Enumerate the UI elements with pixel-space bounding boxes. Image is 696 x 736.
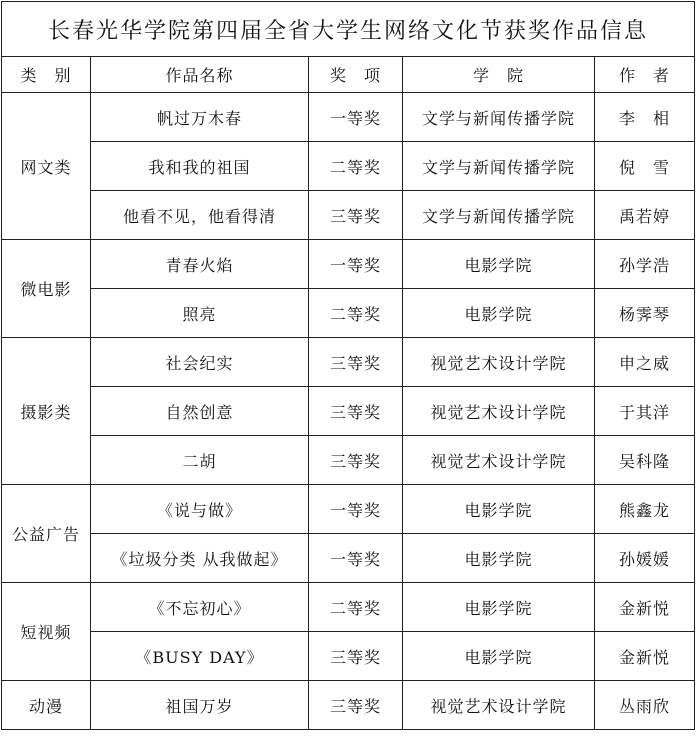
work-cell: 自然创意 [91, 387, 309, 436]
college-cell: 视觉艺术设计学院 [403, 436, 595, 485]
table-row [2, 240, 695, 289]
work-cell: 祖国万岁 [91, 681, 309, 730]
work-cell: 《垃圾分类 从我做起》 [91, 534, 309, 583]
table-row [2, 93, 695, 142]
work-cell: 青春火焰 [91, 240, 309, 289]
table-row [2, 191, 695, 240]
category-cell: 摄影类 [2, 338, 91, 485]
page-title: 长春光华学院第四届全省大学生网络文化节获奖作品信息 [2, 2, 695, 57]
award-cell: 二等奖 [309, 583, 403, 632]
author-cell: 孙学浩 [595, 240, 695, 289]
college-cell: 视觉艺术设计学院 [403, 387, 595, 436]
college-cell: 视觉艺术设计学院 [403, 338, 595, 387]
work-cell: 《BUSY DAY》 [91, 632, 309, 681]
work-cell: 我和我的祖国 [91, 142, 309, 191]
author-cell: 于其洋 [595, 387, 695, 436]
author-cell: 孙媛媛 [595, 534, 695, 583]
table-row [2, 338, 695, 387]
award-cell: 三等奖 [309, 436, 403, 485]
college-cell: 文学与新闻传播学院 [403, 142, 595, 191]
award-cell: 三等奖 [309, 632, 403, 681]
work-cell: 帆过万木春 [91, 93, 309, 142]
college-cell: 电影学院 [403, 485, 595, 534]
table-row [2, 387, 695, 436]
author-cell: 申之威 [595, 338, 695, 387]
work-cell: 他看不见，他看得清 [91, 191, 309, 240]
title-row [2, 2, 695, 57]
table-row [2, 583, 695, 632]
author-cell: 金新悦 [595, 583, 695, 632]
award-cell: 二等奖 [309, 289, 403, 338]
college-cell: 文学与新闻传播学院 [403, 191, 595, 240]
college-cell: 电影学院 [403, 240, 595, 289]
header-category: 类 别 [2, 57, 91, 93]
work-cell: 二胡 [91, 436, 309, 485]
award-cell: 三等奖 [309, 191, 403, 240]
author-cell: 丛雨欣 [595, 681, 695, 730]
work-cell: 社会纪实 [91, 338, 309, 387]
category-cell: 短视频 [2, 583, 91, 681]
table-row [2, 485, 695, 534]
award-cell: 二等奖 [309, 142, 403, 191]
award-cell: 一等奖 [309, 485, 403, 534]
author-cell: 禹若婷 [595, 191, 695, 240]
category-cell: 微电影 [2, 240, 91, 338]
award-cell: 一等奖 [309, 534, 403, 583]
college-cell: 文学与新闻传播学院 [403, 93, 595, 142]
author-cell: 李 相 [595, 93, 695, 142]
table-row [2, 681, 695, 730]
work-cell: 照亮 [91, 289, 309, 338]
header-work: 作品名称 [91, 57, 309, 93]
table-row [2, 436, 695, 485]
author-cell: 杨霁琴 [595, 289, 695, 338]
work-cell: 《不忘初心》 [91, 583, 309, 632]
author-cell: 吴科隆 [595, 436, 695, 485]
header-award: 奖 项 [309, 57, 403, 93]
college-cell: 电影学院 [403, 632, 595, 681]
award-cell: 一等奖 [309, 240, 403, 289]
award-cell: 三等奖 [309, 681, 403, 730]
college-cell: 电影学院 [403, 583, 595, 632]
header-college: 学 院 [403, 57, 595, 93]
college-cell: 视觉艺术设计学院 [403, 681, 595, 730]
table-row [2, 632, 695, 681]
college-cell: 电影学院 [403, 534, 595, 583]
author-cell: 金新悦 [595, 632, 695, 681]
table-row [2, 142, 695, 191]
header-row [2, 57, 695, 93]
awards-table [1, 1, 695, 730]
category-cell: 动漫 [2, 681, 91, 730]
award-cell: 三等奖 [309, 338, 403, 387]
college-cell: 电影学院 [403, 289, 595, 338]
award-cell: 三等奖 [309, 387, 403, 436]
author-cell: 倪 雪 [595, 142, 695, 191]
award-cell: 一等奖 [309, 93, 403, 142]
work-cell: 《说与做》 [91, 485, 309, 534]
table-row [2, 534, 695, 583]
table-row [2, 289, 695, 338]
category-cell: 公益广告 [2, 485, 91, 583]
header-author: 作 者 [595, 57, 695, 93]
category-cell: 网文类 [2, 93, 91, 240]
author-cell: 熊鑫龙 [595, 485, 695, 534]
